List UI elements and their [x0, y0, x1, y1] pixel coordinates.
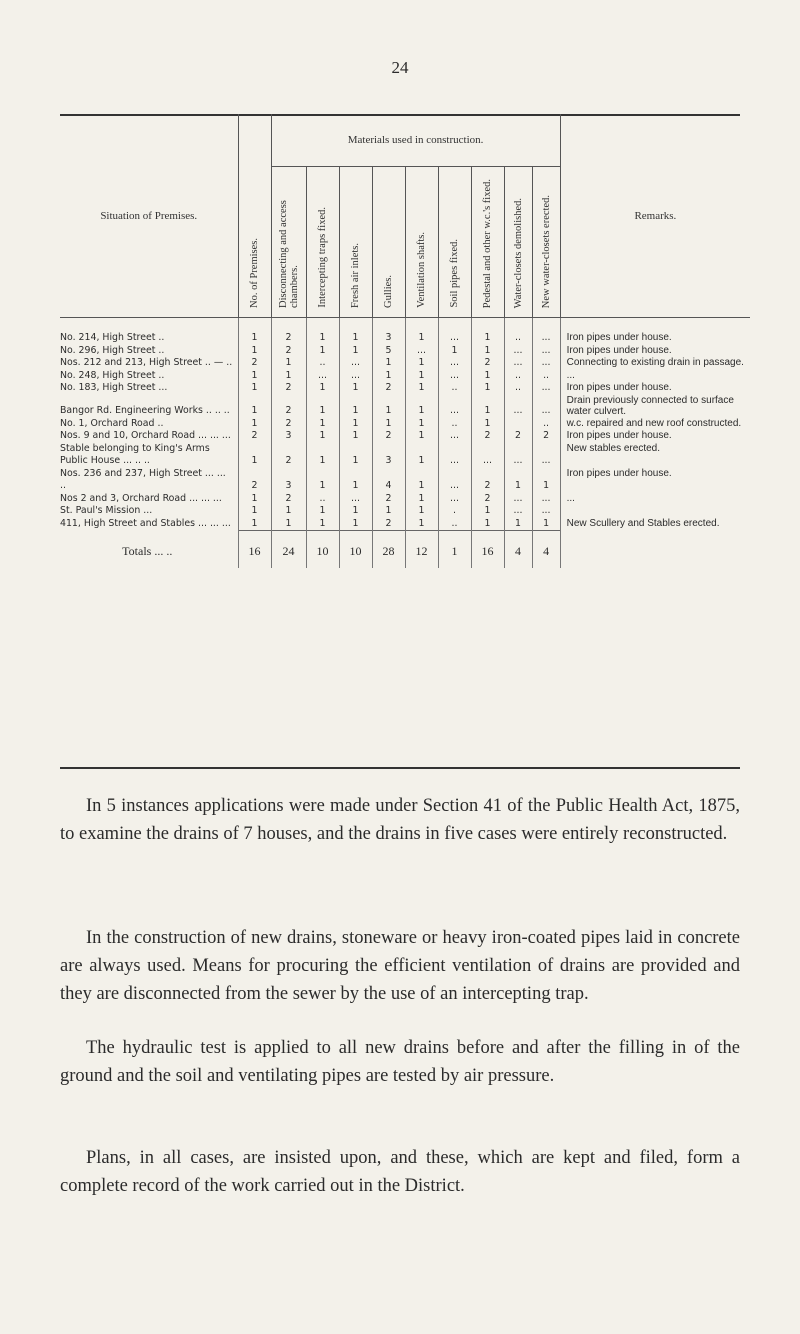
table-cell: ...: [339, 493, 372, 506]
table-cell: 1: [405, 395, 438, 418]
table-cell: ...: [532, 357, 560, 370]
table-cell: 2: [271, 493, 306, 506]
table-cell: 3: [372, 318, 405, 345]
header-material-column: [306, 167, 339, 318]
premises-situation: Bangor Rd. Engineering Works .. .. ..: [60, 405, 230, 416]
totals-label: Totals ... ..: [122, 544, 173, 558]
table-cell: 2: [372, 493, 405, 506]
table-cell: 2: [372, 518, 405, 531]
drainage-works-table: [60, 114, 750, 568]
table-cell: ...: [306, 370, 339, 383]
table-cell: 1: [471, 345, 504, 358]
remarks-cell: Iron pipes under house.: [560, 382, 750, 395]
premises-situation: Nos. 9 and 10, Orchard Road ... ... ...: [60, 430, 231, 441]
table-cell: ..: [438, 518, 471, 531]
table-cell: ...: [405, 345, 438, 358]
table-cell: 1: [306, 443, 339, 468]
table-cell: 1: [306, 468, 339, 493]
table-cell: 1: [238, 318, 271, 345]
table-cell: 1: [306, 395, 339, 418]
table-row: [60, 493, 750, 506]
table-cell: ...: [438, 395, 471, 418]
table-cell: ...: [532, 345, 560, 358]
table-cell: 1: [306, 518, 339, 531]
premises-situation: Nos. 236 and 237, High Street ... ... ..: [60, 467, 226, 491]
table-cell: 2: [471, 468, 504, 493]
table-cell: 1: [532, 518, 560, 531]
table-cell: 1: [339, 382, 372, 395]
table-cell: 1: [532, 468, 560, 493]
table-cell: 2: [271, 418, 306, 431]
table-cell: 2: [271, 318, 306, 345]
table-row: [60, 382, 750, 395]
premises-situation: St. Paul's Mission ...: [60, 505, 153, 516]
paragraph: [60, 1034, 740, 1090]
totals-cell: 4: [504, 531, 532, 568]
table-cell: 1: [306, 382, 339, 395]
table-cell: 1: [405, 418, 438, 431]
totals-cell: 28: [372, 531, 405, 568]
table-row: [60, 418, 750, 431]
header-material-column: [532, 167, 560, 318]
table-cell: 1: [372, 505, 405, 518]
table-row: [60, 505, 750, 518]
table-cell: 1: [339, 418, 372, 431]
table-cell: ..: [504, 382, 532, 395]
table-cell: 1: [238, 395, 271, 418]
table-cell: 2: [532, 430, 560, 443]
table-cell: 1: [238, 505, 271, 518]
table-cell: 2: [238, 357, 271, 370]
table-cell: 1: [339, 318, 372, 345]
table-cell: 1: [238, 382, 271, 395]
table-row: [60, 345, 750, 358]
table-cell: [504, 418, 532, 431]
premises-situation: Stable belonging to King's Arms Public House ... .. ..: [60, 442, 210, 466]
table-cell: 2: [471, 430, 504, 443]
table-cell: 2: [238, 430, 271, 443]
paragraph-text: Plans, in all cases, are insisted upon, and these, which are kept and filed, form a complete record of the work carried out in the District.: [60, 1148, 740, 1196]
header-situation: Situation of Premises.: [60, 114, 238, 318]
table-cell: ...: [339, 370, 372, 383]
header-no-of-premises: [238, 114, 271, 318]
table-cell: 1: [405, 518, 438, 531]
table-cell: 1: [271, 505, 306, 518]
table-cell: ...: [438, 430, 471, 443]
table-cell: 1: [372, 357, 405, 370]
remarks-cell: ...: [560, 493, 750, 506]
header-material-label: Disconnecting and access chambers.: [277, 200, 300, 308]
header-material-column: [372, 167, 405, 318]
table-cell: 1: [306, 418, 339, 431]
table-cell: ...: [438, 318, 471, 345]
table-cell: 1: [339, 395, 372, 418]
remarks-cell: Iron pipes under house.: [560, 468, 750, 493]
totals-cell: 12: [405, 531, 438, 568]
table-cell: 1: [238, 370, 271, 383]
table-cell: ..: [532, 370, 560, 383]
table-cell: 3: [271, 468, 306, 493]
table-cell: ...: [532, 395, 560, 418]
remarks-cell: w.c. repaired and new roof constructed.: [560, 418, 750, 431]
table-cell: 1: [405, 318, 438, 345]
paragraph-text: In the construction of new drains, stoneware or heavy iron-coated pipes laid in concrete are always used. Means for procuring the efficient ventilation of drains are provided and they are disconnected from the sewer by the use of an intercepting trap.: [60, 928, 740, 1004]
table-cell: 1: [471, 382, 504, 395]
header-material-label: New water-closets erected.: [540, 194, 552, 308]
table-cell: 1: [471, 518, 504, 531]
table-cell: ...: [438, 468, 471, 493]
table-row: [60, 395, 750, 418]
table-cell: 1: [306, 430, 339, 443]
table-cell: 1: [471, 318, 504, 345]
table-cell: ...: [339, 357, 372, 370]
remarks-cell: Iron pipes under house.: [560, 430, 750, 443]
table-cell: ...: [532, 443, 560, 468]
table-cell: 2: [271, 382, 306, 395]
totals-cell: 1: [438, 531, 471, 568]
table-cell: ...: [504, 493, 532, 506]
table-cell: 1: [372, 370, 405, 383]
table-cell: ...: [438, 443, 471, 468]
paragraph-text: The hydraulic test is applied to all new drains before and after the filling in of the ground and the soil and ventilating pipes are tested by air pressure.: [60, 1038, 740, 1086]
header-materials-group: Materials used in construction.: [271, 114, 560, 167]
remarks-cell: New stables erected.: [560, 443, 750, 468]
header-material-column: [271, 167, 306, 318]
table-cell: 1: [405, 468, 438, 493]
premises-situation: No. 296, High Street ..: [60, 344, 165, 356]
table-cell: 1: [405, 443, 438, 468]
table-cell: 1: [238, 493, 271, 506]
table-row: [60, 443, 750, 468]
remarks-cell: ...: [560, 370, 750, 383]
table-cell: 1: [372, 418, 405, 431]
paragraph: [60, 792, 740, 848]
table-cell: ...: [532, 505, 560, 518]
table-cell: 1: [405, 370, 438, 383]
table-cell: ...: [504, 345, 532, 358]
table-cell: ...: [438, 357, 471, 370]
table-cell: 1: [504, 518, 532, 531]
table-cell: 1: [405, 382, 438, 395]
table-cell: 1: [238, 518, 271, 531]
page-number: 24: [391, 58, 409, 77]
table-cell: ...: [532, 318, 560, 345]
table-cell: ..: [306, 357, 339, 370]
table-cell: 1: [238, 345, 271, 358]
header-material-label: Ventilation shafts.: [416, 232, 427, 308]
table-cell: ..: [438, 418, 471, 431]
table-cell: 2: [271, 443, 306, 468]
table-cell: 1: [339, 468, 372, 493]
remarks-cell: Drain previously connected to surface water culvert.: [560, 395, 750, 418]
totals-cell: 16: [238, 531, 271, 568]
table-cell: 2: [372, 430, 405, 443]
header-material-label: Water-closets demolished.: [512, 197, 524, 308]
table-cell: 1: [339, 505, 372, 518]
table-cell: 1: [271, 357, 306, 370]
table-cell: ...: [504, 395, 532, 418]
remarks-cell: Iron pipes under house.: [560, 318, 750, 345]
table-cell: 1: [339, 443, 372, 468]
table-cell: ...: [532, 382, 560, 395]
table-cell: ...: [438, 493, 471, 506]
totals-cell: 10: [339, 531, 372, 568]
table-cell: 1: [471, 418, 504, 431]
paragraph: [60, 924, 740, 1008]
drainage-works-table-wrap: [60, 114, 744, 568]
table-cell: 1: [271, 370, 306, 383]
header-material-column: [438, 167, 471, 318]
header-material-column: [471, 167, 504, 318]
table-cell: 1: [372, 395, 405, 418]
table-row: [60, 318, 750, 345]
premises-situation: Nos. 212 and 213, High Street .. — ..: [60, 357, 233, 368]
header-material-column: [405, 167, 438, 318]
remarks-cell: [560, 505, 750, 518]
remarks-cell: New Scullery and Stables erected.: [560, 518, 750, 531]
header-material-column: [504, 167, 532, 318]
table-cell: 1: [339, 430, 372, 443]
table-cell: ...: [504, 443, 532, 468]
table-row: [60, 430, 750, 443]
table-cell: 1: [271, 518, 306, 531]
table-cell: 3: [271, 430, 306, 443]
totals-cell: 10: [306, 531, 339, 568]
table-cell: 2: [471, 357, 504, 370]
premises-situation: No. 1, Orchard Road ..: [60, 417, 164, 429]
totals-remarks-cell: [560, 531, 750, 568]
header-no-of-premises-label: No. of Premises.: [249, 238, 260, 308]
totals-row: [60, 531, 750, 568]
premises-situation: No. 214, High Street ..: [60, 332, 165, 343]
table-cell: 1: [471, 370, 504, 383]
table-cell: ...: [532, 493, 560, 506]
table-cell: 1: [471, 505, 504, 518]
table-cell: 4: [372, 468, 405, 493]
table-row: [60, 370, 750, 383]
table-cell: 1: [238, 418, 271, 431]
table-cell: ..: [438, 382, 471, 395]
table-cell: 1: [405, 505, 438, 518]
remarks-cell: Connecting to existing drain in passage.: [560, 357, 750, 370]
table-cell: 3: [372, 443, 405, 468]
premises-situation: Nos 2 and 3, Orchard Road ... ... ...: [60, 492, 222, 504]
table-cell: 2: [504, 430, 532, 443]
table-cell: ...: [504, 357, 532, 370]
table-cell: 1: [339, 518, 372, 531]
table-cell: ...: [471, 443, 504, 468]
table-cell: ..: [532, 418, 560, 431]
table-cell: 1: [471, 395, 504, 418]
premises-situation: 411, High Street and Stables ... ... ...: [60, 518, 231, 529]
remarks-cell: Iron pipes under house.: [560, 345, 750, 358]
table-cell: 1: [504, 468, 532, 493]
table-cell: 1: [238, 443, 271, 468]
table-cell: 1: [306, 505, 339, 518]
totals-cell: 24: [271, 531, 306, 568]
table-row: [60, 468, 750, 493]
table-row: [60, 518, 750, 531]
header-material-column: [339, 167, 372, 318]
table-cell: 1: [306, 345, 339, 358]
table-cell: ..: [504, 318, 532, 345]
table-cell: 2: [372, 382, 405, 395]
table-bottom-rule: [60, 767, 740, 769]
table-cell: 1: [405, 430, 438, 443]
table-cell: .: [438, 505, 471, 518]
table-cell: 1: [306, 318, 339, 345]
table-cell: 2: [271, 395, 306, 418]
table-cell: 5: [372, 345, 405, 358]
table-cell: 1: [438, 345, 471, 358]
table-cell: 1: [405, 357, 438, 370]
totals-cell: 4: [532, 531, 560, 568]
table-cell: ...: [504, 505, 532, 518]
table-cell: ...: [438, 370, 471, 383]
table-cell: 1: [339, 345, 372, 358]
paragraph: [60, 1144, 740, 1200]
table-cell: 1: [405, 493, 438, 506]
table-row: [60, 357, 750, 370]
header-material-label: Gullies.: [383, 275, 394, 308]
table-cell: 2: [271, 345, 306, 358]
table-cell: 2: [471, 493, 504, 506]
table-cell: ..: [504, 370, 532, 383]
totals-cell: 16: [471, 531, 504, 568]
header-material-label: Intercepting traps fixed.: [317, 207, 328, 308]
header-material-label: Pedestal and other w.c.'s fixed.: [482, 178, 493, 308]
header-material-label: Soil pipes fixed.: [449, 239, 460, 308]
paragraph-text: In 5 instances applications were made under Section 41 of the Public Health Act, 1875, to examine the drains of 7 houses, and the drains in five cases were entirely reconstructed.: [60, 796, 740, 844]
table-cell: 2: [238, 468, 271, 493]
header-material-label: Fresh air inlets.: [350, 242, 361, 308]
table-cell: ..: [306, 493, 339, 506]
premises-situation: No. 248, High Street ..: [60, 369, 165, 381]
table-body: [60, 318, 750, 568]
premises-situation: No. 183, High Street ...: [60, 382, 168, 393]
header-remarks: Remarks.: [560, 114, 750, 318]
